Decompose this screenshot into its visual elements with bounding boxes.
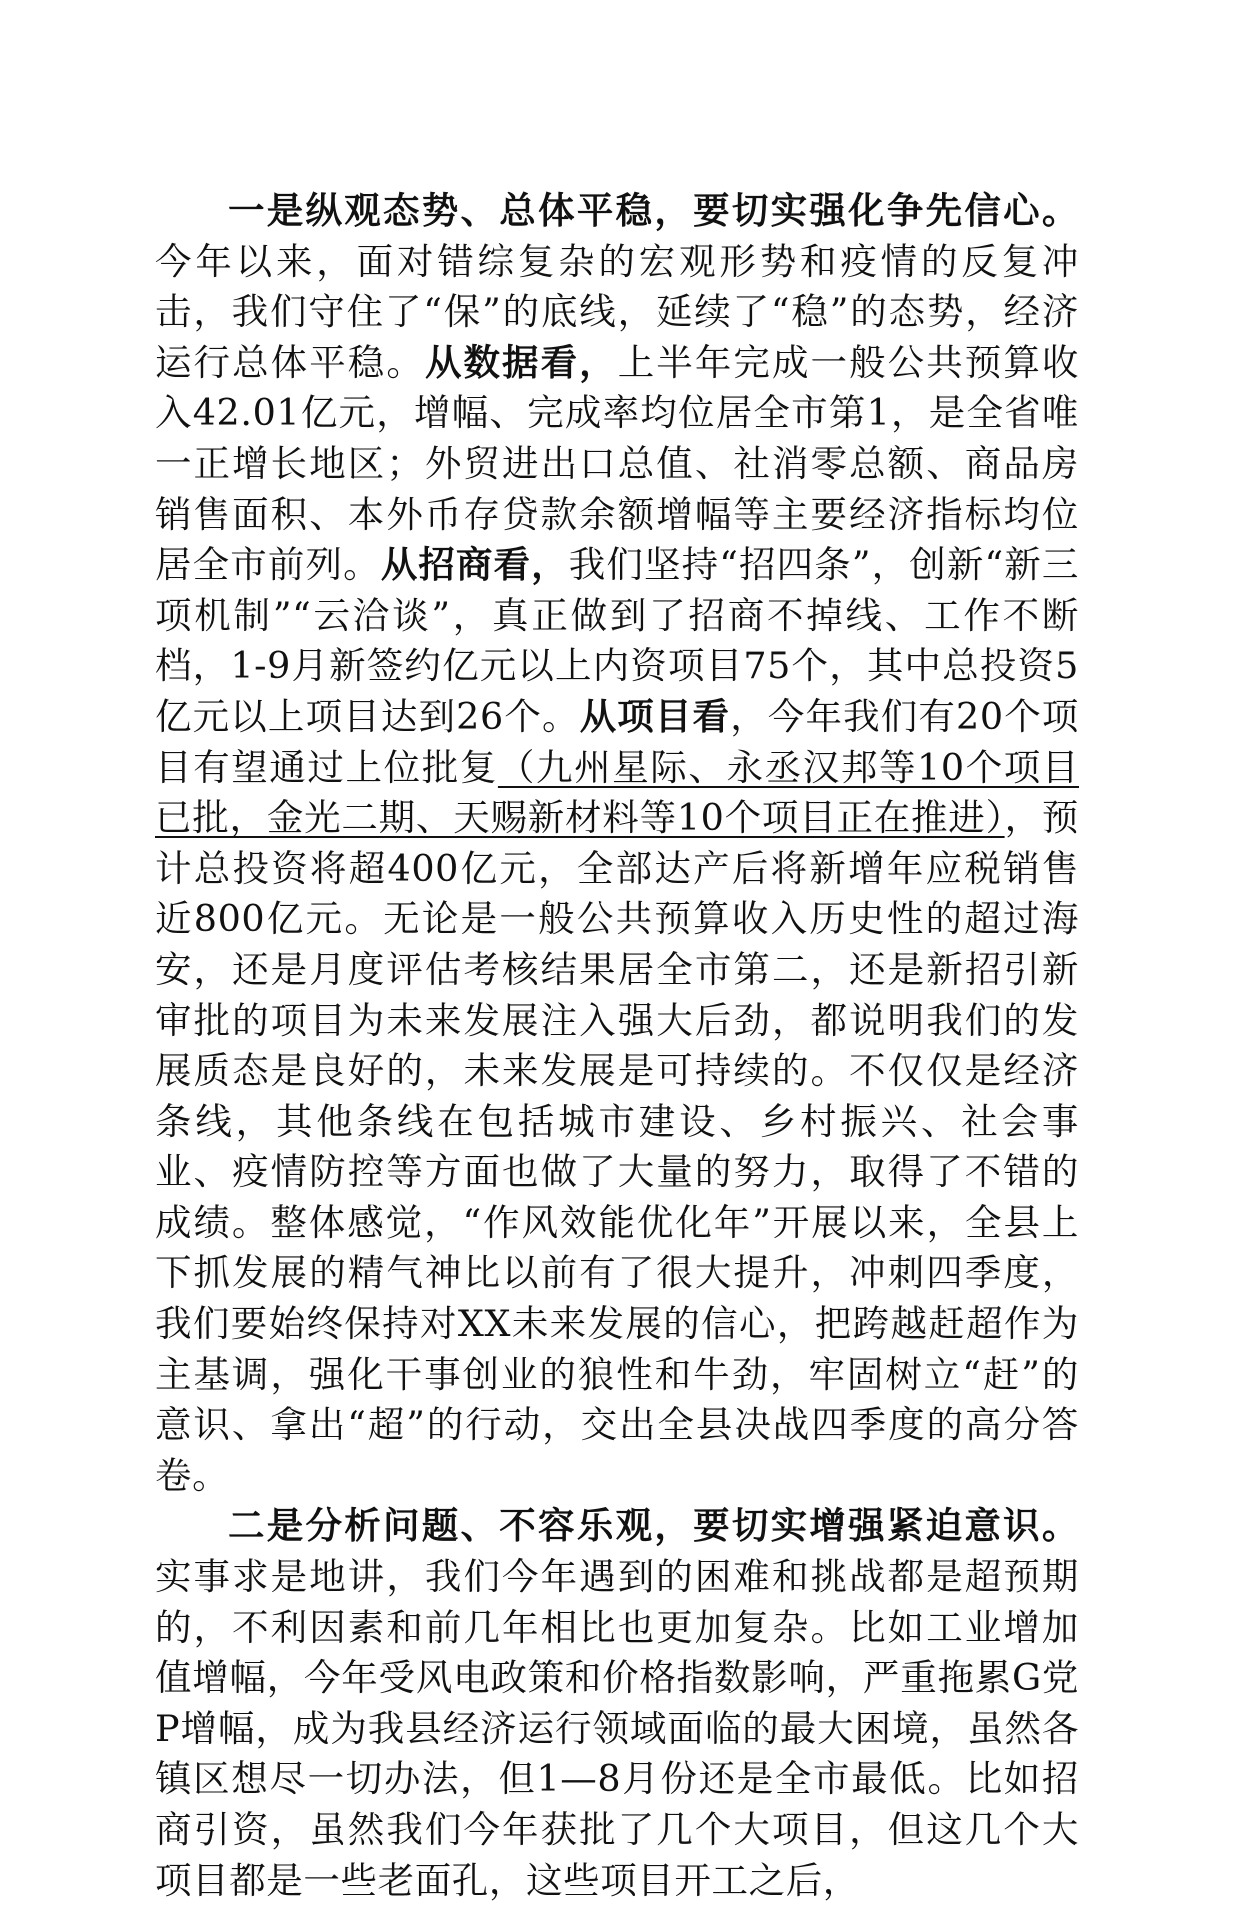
body-text: 今年以来，面对错综复杂的宏观形势和疫情的反复冲击，我们守住了“保”的底线，延续了“稳”的态势，经济运行总体平稳。 (155, 239, 1079, 384)
underlined-project-note: （九州星际、永丞汉邦等10个项目已批，金光二期、天赐新材料等10个项目正在推进） (155, 745, 1079, 840)
body-text: ，今年我们有20个项目有望通过上位批复 (155, 694, 1079, 789)
subheading-projects: 从项目看 (579, 694, 731, 738)
subheading-investment: 从招商看， (380, 543, 569, 587)
paragraph-1 (155, 186, 1079, 1501)
paragraph-2 (155, 1501, 1079, 1906)
body-text: 我们坚持“招四条”，创新“新三项机制”“云洽谈”，真正做到了招商不掉线、工作不断档，1-9月新签约亿元以上内资项目75个，其中总投资5亿元以上项目达到26个。 (155, 543, 1080, 738)
body-text: 实事求是地讲，我们今年遇到的困难和挑战都是超预期的，不利因素和前几年相比也更加复杂。比如工业增加值增幅，今年受风电政策和价格指数影响，严重拖累G党P增幅，成为我县经济运行领域面临的最大困境，虽然各镇区想尽一切办法，但1—8月份还是全市最低。比如招商引资，虽然我们今年获批了几个大项目，但这几个大项目都是一些老面孔，这些项目开工之后， (155, 1555, 1079, 1902)
subheading-data: 从数据看， (424, 340, 618, 384)
body-text: ，预计总投资将超400亿元，全部达产后将新增年应税销售近800亿元。无论是一般公共预算收入历史性的超过海安，还是月度评估考核结果居全市第二，还是新招引新审批的项目为未来发展注入强大后劲，都说明我们的发展质态是良好的，未来发展是可持续的。不仅仅是经济条线，其他条线在包括城市建设、乡村振兴、社会事业、疫情防控等方面也做了大量的努力，取得了不错的成绩。整体感觉，“作风效能优化年”开展以来，全县上下抓发展的精气神比以前有了很大提升，冲刺四季度，我们要始终保持对XX未来发展的信心，把跨越赶超作为主基调，强化干事创业的狼性和牛劲，牢固树立“赶”的意识、拿出“超”的行动，交出全县决战四季度的高分答卷。 (155, 796, 1079, 1497)
heading-point-one: 一是纵观态势、总体平稳，要切实强化争先信心。 (228, 189, 1079, 232)
body-text: 上半年完成一般公共预算收入42.01亿元，增幅、完成率均位居全市第1，是全省唯一正增长地区；外贸进出口总值、社消零总额、商品房销售面积、本外币存贷款余额增幅等主要经济指标均位居全市前列。 (155, 340, 1080, 587)
heading-point-two: 二是分析问题、不容乐观，要切实增强紧迫意识。 (228, 1504, 1079, 1548)
document-body (155, 186, 1079, 1906)
